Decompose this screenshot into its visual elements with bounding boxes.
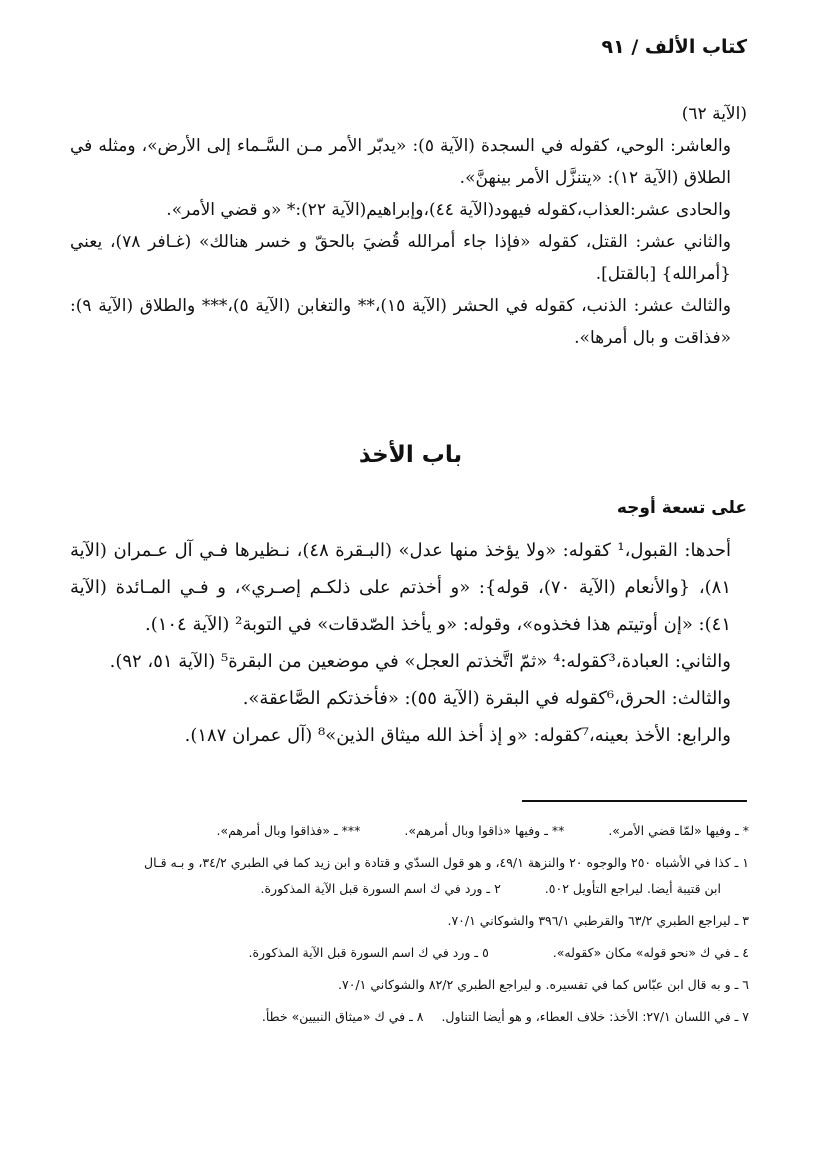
paragraph-tenth: والعاشر: الوحي، كقوله في السجدة (الآية ٥): «يدبّر الأمر مـن السَّـماء إلى الأرض»، ومثله في الطلاق (الآية ١٢): «يتنزَّل الأمر بينهنَّ». <box>70 136 731 188</box>
lower-text-block <box>70 532 747 754</box>
section-subtitle: على تسعة أوجه <box>616 498 747 518</box>
footnote-4: ٤ ـ في ك «نحو قوله» مكان «كقوله». <box>552 945 749 960</box>
footnote-3-text: ٣ ـ ليراجع الطبري ٦٣/٢ والقرطبي ٣٩٦/١ والشوكاني ٧٠/١. <box>447 913 749 928</box>
paragraph-verse-62: (الآية ٦٢) <box>681 104 747 124</box>
footnote-star-2: ** ـ وفيها «ذاقوا وبال أمرهم». <box>404 823 565 838</box>
footnotes <box>70 818 749 1036</box>
footnote-2: ٢ ـ ورد في ك اسم السورة قبل الآية المذكورة. <box>260 881 501 896</box>
footnote-6-text: ٦ ـ و به قال ابن عبّاس كما في تفسيره. و ليراجع الطبري ٨٢/٢ والشوكاني ٧٠/١. <box>338 977 749 992</box>
footnote-1-line-1: ١ ـ كذا في الأشباه ٢٥٠ والوجوه ٢٠ والنزهة ٤٩/١، و هو قول السدّي و قتادة و ابن زيد كما في الطبري ٣٤/٢، و بـه قـال <box>144 855 749 870</box>
footnote-star-1: * ـ وفيها «لمّا قضي الأمر». <box>608 823 749 838</box>
paragraph-eleventh: والحادى عشر:العذاب،كقوله فيهود(الآية ٤٤)،وإبراهيم(الآية ٢٢):* «و قضي الأمر». <box>166 200 731 220</box>
footnote-3 <box>70 908 749 934</box>
paragraph-second: والثاني: العبادة،³كقوله:⁴ «ثمّ اتَّخذتم العجل» في موضعين من البقرة⁵ (الآية ٥١، ٩٢). <box>109 651 731 672</box>
paragraph-twelfth: والثاني عشر: القتل، كقوله «فإذا جاء أمرالله قُضيَ بالحقّ و خسر هنالك» (غـافر ٧٨)، يعني {أمرالله} [بالقتل]. <box>70 232 732 284</box>
paragraph-first: أحدها: القبول،¹ كقوله: «ولا يؤخذ منها عدل» (البـقرة ٤٨)، نـظيرها فـي آل عـمران (الآية ٨١)، {والأنعام (الآية ٧٠)، قوله}: «و أخذتم على ذلكـم إصـري»، و فـي المـائدة (الآية ٤١): «إن أوتيتم هذا فخذوه»، وقوله: «و يأخذ الصّدقات» في التوبة² (الآية ١٠٤). <box>70 540 732 635</box>
footnote-4-5 <box>70 940 749 966</box>
footnote-1-line-2: ابن قتيبة أيضا. ليراجع التأويل ٥٠٢. <box>544 881 721 896</box>
paragraph-fourth: والرابع: الأخذ بعينه،⁷كقوله: «و إذ أخذ الله ميثاق الذين»⁸ (آل عمران ١٨٧). <box>184 725 731 746</box>
footnote-1-2 <box>70 876 749 902</box>
footnote-divider <box>522 800 747 802</box>
footnote-6 <box>70 972 749 998</box>
running-header: كتاب الألف / ٩١ <box>601 36 747 58</box>
paragraph-thirteenth: والثالث عشر: الذنب، كقوله في الحشر (الآية ١٥)،** والتغابن (الآية ٥)،*** والطلاق (الآية ٩): «فذاقت و بال أمرها». <box>70 296 731 348</box>
footnote-stars <box>70 818 749 844</box>
footnote-8: ٨ ـ في ك «ميثاق النبيين» خطأ. <box>261 1009 424 1024</box>
paragraph-third: والثالث: الحرق،⁶كقوله في البقرة (الآية ٥٥): «فأخذتكم الصَّاعقة». <box>242 688 731 709</box>
footnote-5: ٥ ـ ورد في ك اسم السورة قبل الآية المذكورة. <box>248 945 489 960</box>
footnote-star-3: *** ـ «فذاقوا وبال أمرهم». <box>216 823 361 838</box>
footnote-1 <box>70 850 749 876</box>
top-text-block <box>70 98 747 354</box>
section-title: باب الأخذ <box>358 442 463 468</box>
footnote-7-8 <box>70 1004 749 1030</box>
footnote-7: ٧ ـ في اللسان ٢٧/١: الأخذ: خلاف العطاء، و هو أيضا التناول. <box>441 1009 749 1024</box>
